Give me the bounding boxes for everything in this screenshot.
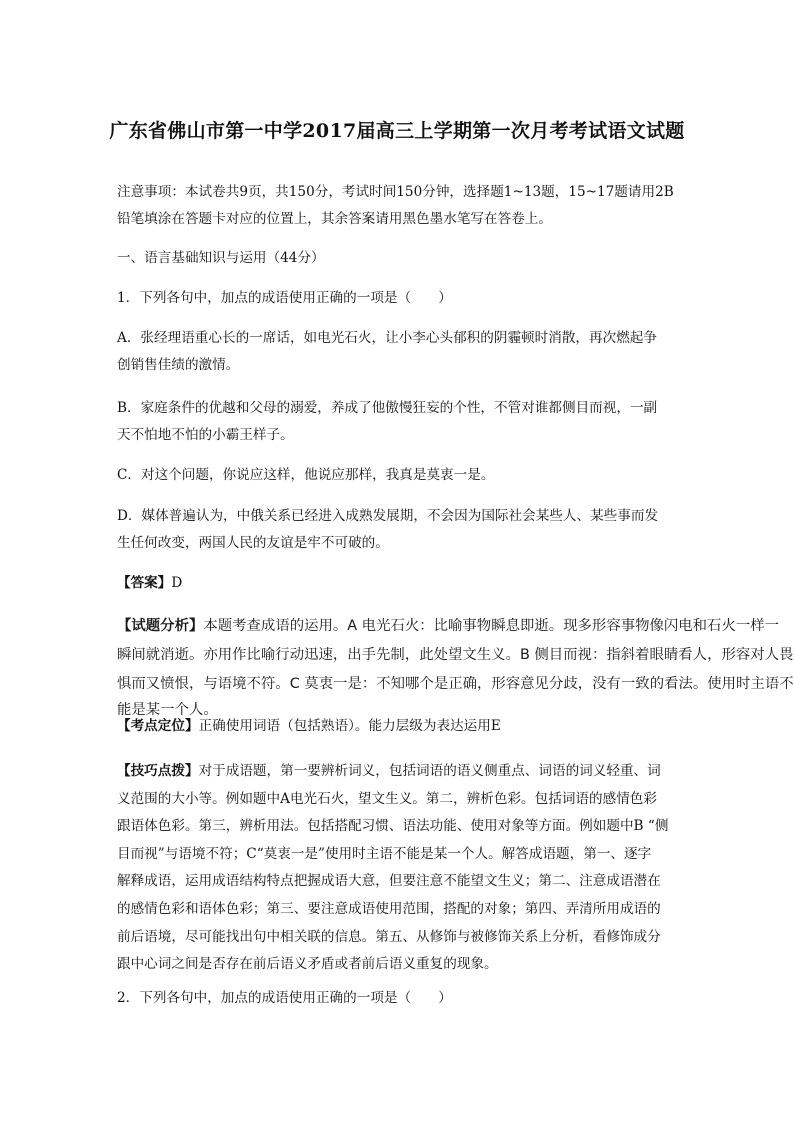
notice-paragraph [117, 179, 697, 233]
section-heading [117, 245, 697, 272]
question-1-stem-text: 1．下列各句中，加点的成语使用正确的一项是（ ） [117, 290, 452, 306]
analysis-block [117, 612, 794, 718]
tips-line: 义范围的大小等。例如题中A电光石火，望文生义。第二，辨析色彩。包括词语的感情色彩 [117, 790, 657, 807]
question-2-stem [117, 985, 697, 1012]
option-line: 创销售佳绩的激情。 [117, 357, 240, 373]
answer-label: 【答案】 [117, 575, 172, 591]
tips-block [117, 758, 697, 979]
option-line: B．家庭条件的优越和父母的溺爱，养成了他傲慢狂妄的个性，不管对谁都侧目而视，一副 [117, 400, 658, 416]
option-line: 天不怕地不怕的小霸王样子。 [117, 427, 294, 443]
document-title: 广东省佛山市第一中学2017届高三上学期第一次月考考试语文试题 [109, 120, 685, 142]
tips-line: 前后语境，尽可能找出句中相关联的信息。第五、从修饰与被修饰关系上分析，看修饰成分 [117, 928, 661, 945]
option-c [117, 462, 697, 489]
tips-line: 的感情色彩和语体色彩；第三、要注意成语使用范围，搭配的对象；第四、弄清所用成语的 [117, 900, 661, 917]
option-line: 生任何改变，两国人民的友谊是牢不可破的。 [117, 535, 389, 551]
question-1-stem [117, 285, 697, 312]
exam-point-text: 正确使用词语（包括熟语）。能力层级为表达运用E [198, 718, 501, 734]
option-b [117, 395, 697, 449]
tips-line: 跟中心词之间是否存在前后语义矛盾或者前后语义重复的现象。 [117, 956, 498, 973]
exam-point-block [117, 713, 697, 740]
question-2-stem-text: 2．下列各句中，加点的成语使用正确的一项是（ ） [117, 990, 452, 1006]
option-d [117, 503, 697, 557]
tips-label: 【技巧点拨】 [117, 763, 199, 779]
exam-point-label: 【考点定位】 [117, 718, 199, 734]
analysis-line: 能是某一个人。 [117, 702, 218, 718]
analysis-line: 惧而又愤恨，与语境不符。C 莫衷一是：不知哪个是正确，形容意见分歧，没有一致的看法。使用时主语不 [117, 676, 794, 692]
notice-line: 铅笔填涂在答题卡对应的位置上，其余答案请用黑色墨水笔写在答卷上。 [117, 211, 552, 227]
analysis-line: 瞬间就消逝。亦用作比喻行动迅速，出手先制，此处望文生义。B 侧目而视：指斜着眼睛看人，形容对人畏 [117, 647, 794, 663]
tips-line: 目而视”与语境不符；C“莫衷一是”使用时主语不能是某一个人。解答成语题，第一、逐字 [117, 845, 652, 862]
option-a [117, 325, 697, 379]
notice-line: 注意事项：本试卷共9页，共150分，考试时间150分钟，选择题1~13题，15~17题请用2B [117, 184, 674, 200]
option-line: C．对这个问题，你说应这样，他说应那样，我真是莫衷一是。 [117, 467, 495, 483]
analysis-label: 【试题分析】 [117, 618, 204, 634]
answer-value: D [171, 575, 183, 591]
tips-line: 对于成语题，第一要辨析词义，包括词语的语义侧重点、词语的词义轻重、词 [198, 763, 661, 779]
section-heading-text: 一、语言基础知识与运用（44分） [117, 250, 325, 266]
option-line: D．媒体普遍认为，中俄关系已经进入成熟发展期，不会因为国际社会某些人、某些事而发 [117, 508, 659, 524]
tips-line: 解释成语，运用成语结构特点把握成语大意，但要注意不能望文生义；第二、注意成语潜在 [117, 873, 661, 890]
analysis-line: 本题考查成语的运用。A 电光石火：比喻事物瞬息即逝。现多形容事物像闪电和石火一样一 [203, 618, 780, 634]
tips-line: 跟语体色彩。第三，辨析用法。包括搭配习惯、语法功能、使用对象等方面。例如题中B “侧 [117, 818, 669, 835]
option-line: A．张经理语重心长的一席话，如电光石火，让小李心头郁积的阴霾顿时消散，再次燃起争 [117, 330, 657, 346]
answer-block [117, 570, 697, 597]
